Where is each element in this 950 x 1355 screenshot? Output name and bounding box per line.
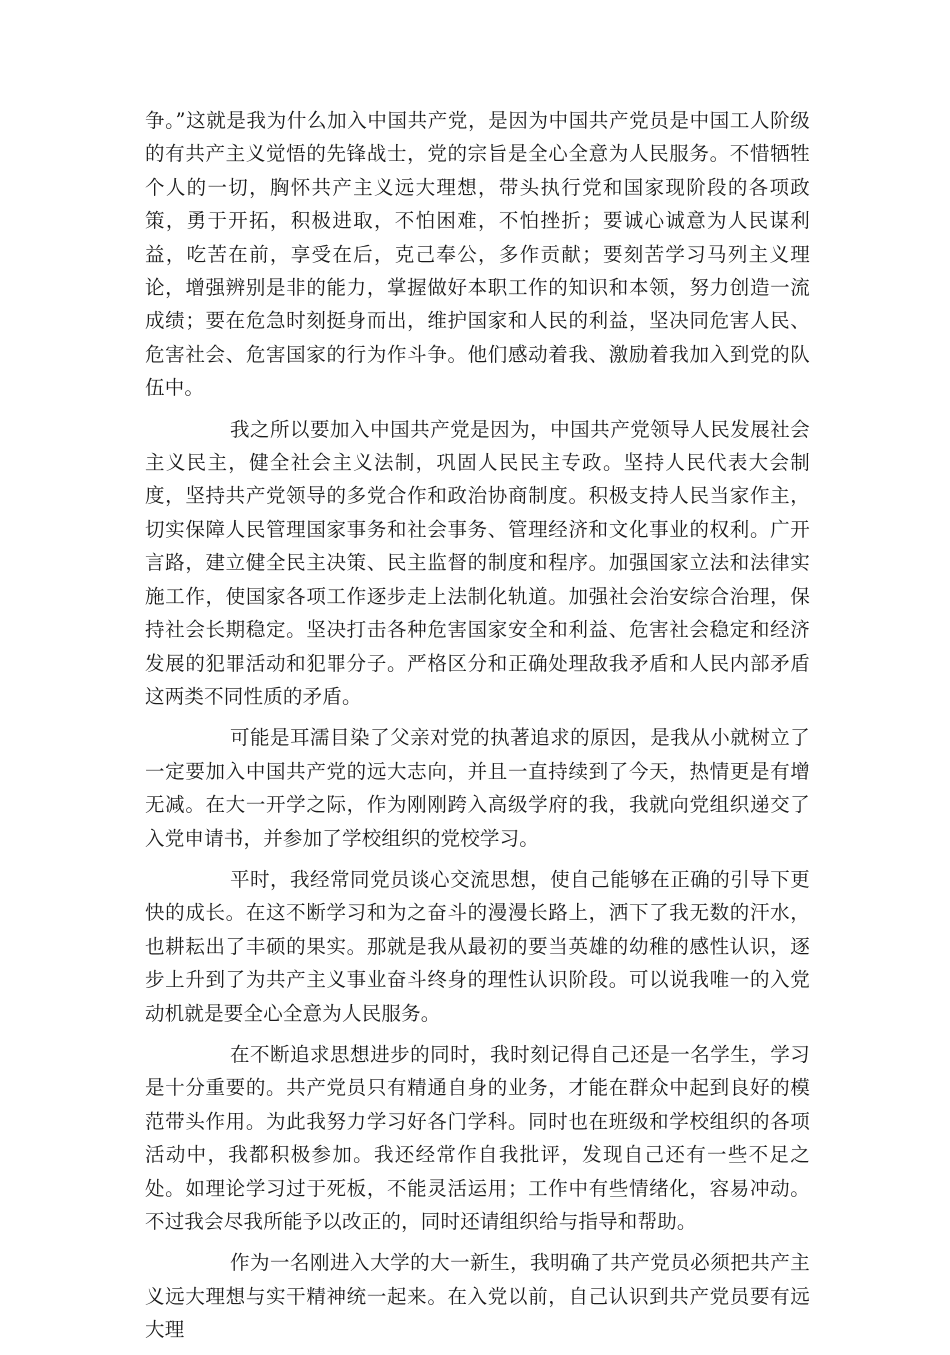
paragraph: 在不断追求思想进步的同时，我时刻记得自己还是一名学生，学习是十分重要的。共产党员只有精通自身的业务，才能在群众中起到良好的模范带头作用。为此我努力学习好各门学科。同时也在班级和学校组织的各项活动中，我都积极参加。我还经常作自我批评，发现自己还有一些不足之处。如理论学习过于死板，不能灵活运用；工作中有些情绪化，容易冲动。不过我会尽我所能予以改正的，同时还请组织给与指导和帮助。 [145, 1042, 810, 1233]
paragraph: 我之所以要加入中国共产党是因为，中国共产党领导人民发展社会主义民主，健全社会主义法制，巩固人民民主专政。坚持人民代表大会制度，坚持共产党领导的多党合作和政治协商制度。积极支持人民当家作主，切实保障人民管理国家事务和社会事务、管理经济和文化事业的权利。广开言路，建立健全民主决策、民主监督的制度和程序。加强国家立法和法律实施工作，使国家各项工作逐步走上法制化轨道。加强社会治安综合治理，保持社会长期稳定。坚决打击各种危害国家安全和利益、危害社会稳定和经济发展的犯罪活动和犯罪分子。严格区分和正确处理敌我矛盾和人民内部矛盾这两类不同性质的矛盾。 [145, 417, 810, 708]
document-body [145, 104, 810, 1355]
paragraph: 平时，我经常同党员谈心交流思想，使自己能够在正确的引导下更快的成长。在这不断学习和为之奋斗的漫漫长路上，洒下了我无数的汗水，也耕耘出了丰硕的果实。那就是我从最初的要当英雄的幼稚的感性认识，逐步上升到了为共产主义事业奋斗终身的理性认识阶段。可以说我唯一的入党动机就是要全心全意为人民服务。 [145, 867, 810, 1025]
paragraph: 作为一名刚进入大学的大一新生，我明确了共产党员必须把共产主义远大理想与实干精神统一起来。在入党以前，自己认识到共产党员要有远大理 [145, 1251, 810, 1342]
paragraph: 可能是耳濡目染了父亲对党的执著追求的原因，是我从小就树立了一定要加入中国共产党的远大志向，并且一直持续到了今天，热情更是有增无减。在大一开学之际，作为刚刚跨入高级学府的我，我就向党组织递交了入党申请书，并参加了学校组织的党校学习。 [145, 726, 810, 850]
paragraph: 争。”这就是我为什么加入中国共产党，是因为中国共产党员是中国工人阶级的有共产主义觉悟的先锋战士，党的宗旨是全心全意为人民服务。不惜牺牲个人的一切，胸怀共产主义远大理想，带头执行党和国家现阶段的各项政策，勇于开拓，积极进取，不怕困难，不怕挫折；要诚心诚意为人民谋利益，吃苦在前，享受在后，克己奉公，多作贡献；要刻苦学习马列主义理论，增强辨别是非的能力，掌握做好本职工作的知识和本领，努力创造一流成绩；要在危急时刻挺身而出，维护国家和人民的利益，坚决同危害人民、危害社会、危害国家的行为作斗争。他们感动着我、激励着我加入到党的队伍中。 [145, 109, 810, 400]
